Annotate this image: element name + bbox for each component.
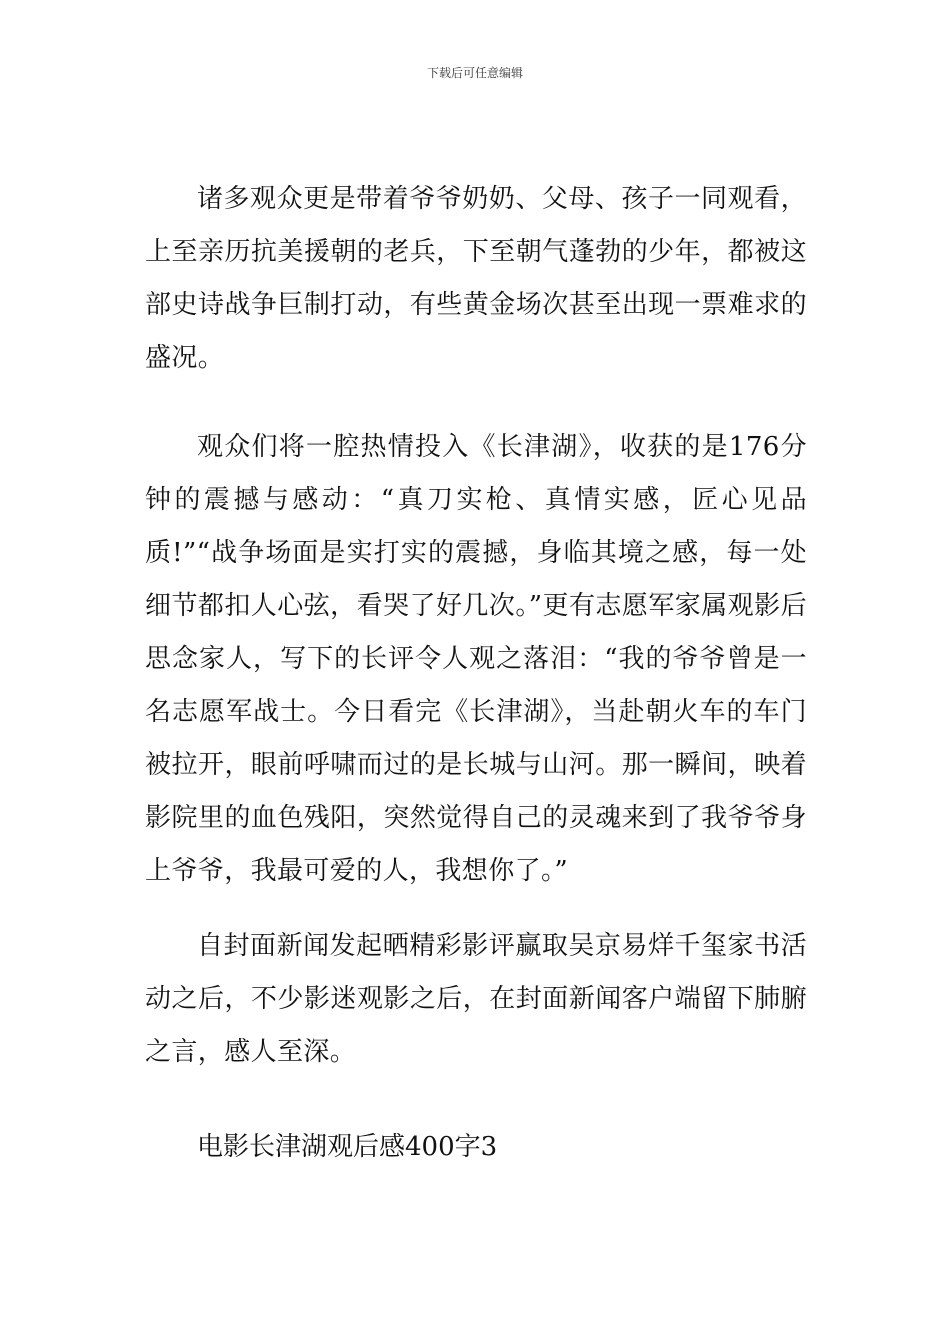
body-paragraph-1: 诸多观众更是带着爷爷奶奶、父母、孩子一同观看，上至亲历抗美援朝的老兵，下至朝气蓬勃的少年，都被这部史诗战争巨制打动，有些黄金场次甚至出现一票难求的盛况。 [145,184,807,373]
body-paragraph-3: 自封面新闻发起晒精彩影评赢取吴京易烊千玺家书活动之后，不少影迷观影之后，在封面新闻客户端留下肺腑之言，感人至深。 [145,931,807,1067]
page-header-note: 下载后可任意编辑 [426,66,523,80]
section-heading: 电影长津湖观后感400字3 [197,1132,498,1162]
body-paragraph-2: 观众们将一腔热情投入《长津湖》，收获的是176分钟的震撼与感动：“真刀实枪、真情实感，匠心见品质!”“战争场面是实打实的震撼，身临其境之感，每一处细节都扣人心弦，看哭了好几次。”更有志愿军家属观影后思念家人，写下的长评令人观之落泪：“我的爷爷曾是一名志愿军战士。今日看完《长津湖》，当赴朝火车的车门被拉开，眼前呼啸而过的是长城与山河。那一瞬间，映着影院里的血色残阳，突然觉得自己的灵魂来到了我爷爷身上爷爷，我最可爱的人，我想你了。” [145,432,807,886]
